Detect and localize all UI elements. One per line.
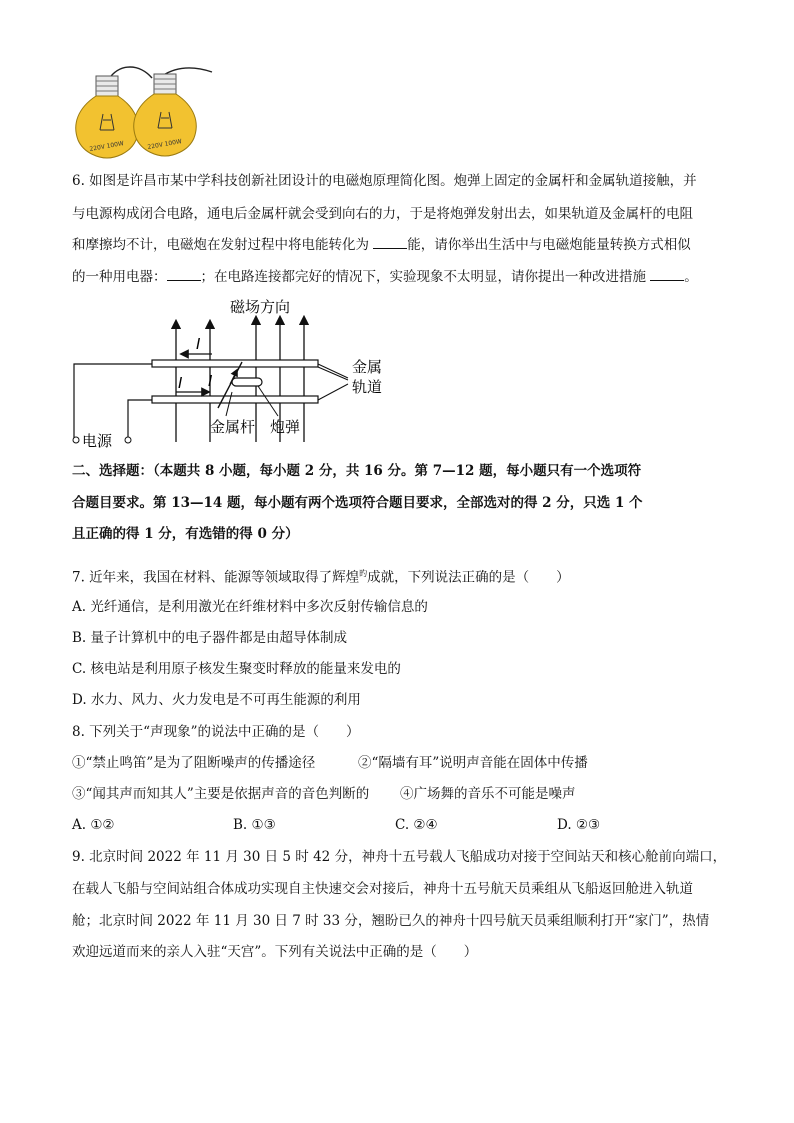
q6-line3-text-b: 能，请你举出生活中与电磁炮能量转换方式相似 bbox=[407, 237, 691, 253]
current-symbol-rod: I bbox=[208, 372, 213, 390]
q6-line4-text-b: ；在电路连接都完好的情况下，实验现象不太明显，请你提出一种改进措施 bbox=[200, 269, 651, 285]
bulb-left bbox=[76, 76, 139, 158]
q6-line4 bbox=[72, 267, 698, 287]
q7-option-d[interactable]: D. 水力、风力、火力发电是不可再生能源的利用 bbox=[72, 692, 361, 708]
section2-line2: 合题目要求。第 13—14 题，每小题有两个选项符合题目要求，全部选对的得 2 分，只选 1 个 bbox=[72, 495, 643, 511]
q6-blank-1[interactable] bbox=[373, 235, 407, 249]
rail-pointer bbox=[318, 364, 348, 400]
q7-option-b[interactable]: B. 量子计算机中的电子器件都是由超导体制成 bbox=[72, 630, 348, 646]
q7-option-a[interactable]: A. 光纤通信，是利用激光在纤维材料中多次反射传输信息的 bbox=[72, 599, 428, 615]
q6-blank-3[interactable] bbox=[650, 267, 684, 281]
railgun-diagram bbox=[66, 292, 406, 452]
q6-line4-text-c: 。 bbox=[684, 269, 698, 285]
q8-option-b[interactable]: B. ①③ bbox=[233, 817, 276, 833]
rail-label-1: 金属 bbox=[352, 358, 383, 376]
q8-stem: 8. 下列关于“声现象”的说法中正确的是（ ） bbox=[72, 724, 360, 740]
q9-line2: 在载人飞船与空间站组合体成功实现自主快速交会对接后，神舟十五号航天员乘组从飞船返回舱进入轨道 bbox=[72, 881, 693, 897]
q6-line1: 6. 如图是许昌市某中学科技创新社团设计的电磁炮原理简化图。炮弹上固定的金属杆和金属轨道接触，并 bbox=[72, 173, 697, 189]
field-direction-label: 磁场方向 bbox=[230, 298, 291, 316]
q9-line1: 9. 北京时间 2022 年 11 月 30 日 5 时 42 分，神舟十五号载人飞船成功对接于空间站天和核心舱前向端口， bbox=[72, 849, 727, 865]
q6-blank-2[interactable] bbox=[167, 267, 201, 281]
shell bbox=[232, 378, 262, 386]
q6-line3 bbox=[72, 235, 691, 255]
current-symbol-upper: I bbox=[196, 335, 201, 353]
q7-stem-a: 7. 近年来，我国在材料、能源等领域取得了辉煌 bbox=[72, 569, 360, 586]
q8-statement-4: ④广场舞的音乐不可能是噪声 bbox=[400, 786, 576, 802]
bulb-right-label: 220V 100W bbox=[146, 138, 183, 151]
circuit-wire-upper bbox=[74, 364, 152, 440]
power-label: 电源 bbox=[82, 432, 113, 450]
lower-rail bbox=[152, 396, 318, 403]
q9-line3: 舱；北京时间 2022 年 11 月 30 日 7 时 33 分，翘盼已久的神舟十四号航天员乘组顺利打开“家门”，热情 bbox=[72, 913, 710, 929]
shell-label: 炮弹 bbox=[270, 418, 301, 436]
q9-line4: 欢迎远道而来的亲人入驻“天宫”。下列有关说法中正确的是（ ） bbox=[72, 944, 478, 960]
q6-line2: 与电源构成闭合电路，通电后金属杆就会受到向右的力，于是将炮弹发射出去，如果轨道及金属杆的电阻 bbox=[72, 206, 693, 222]
q8-statement-1: ①“禁止鸣笛”是为了阻断噪声的传播途径 bbox=[72, 755, 316, 771]
circuit-wire-lower bbox=[128, 400, 152, 440]
bulb-right bbox=[134, 74, 197, 156]
q6-line4-text-a: 的一种用电器： bbox=[72, 269, 167, 285]
q8-statement-2: ②“隔墙有耳”说明声音能在固体中传播 bbox=[358, 755, 588, 771]
rail-label-2: 轨道 bbox=[352, 378, 383, 396]
q8-statement-3: ③“闻其声而知其人”主要是依据声音的音色判断的 bbox=[72, 786, 370, 802]
section2-line1: 二、选择题：（本题共 8 小题，每小题 2 分，共 16 分。第 7—12 题，每小题只有一个选项符 bbox=[72, 463, 642, 479]
q8-option-a[interactable]: A. ①② bbox=[72, 817, 115, 833]
q8-option-c[interactable]: C. ②④ bbox=[395, 817, 438, 833]
q8-option-d[interactable]: D. ②③ bbox=[557, 817, 601, 833]
rod-label: 金属杆 bbox=[210, 418, 256, 436]
power-terminal-right bbox=[125, 437, 131, 443]
upper-rail bbox=[152, 360, 318, 367]
light-bulbs-figure bbox=[70, 62, 220, 160]
q7-stem-b: 成就，下列说法正确的是（ ） bbox=[367, 569, 570, 586]
bulb-left-label: 220V 100W bbox=[88, 140, 125, 153]
section2-line3: 且正确的得 1 分，有选错的得 0 分） bbox=[72, 526, 299, 542]
q7-stem-mark: 旳 bbox=[359, 569, 368, 578]
q7-stem bbox=[72, 564, 570, 588]
q7-option-c[interactable]: C. 核电站是利用原子核发生聚变时释放的能量来发电的 bbox=[72, 661, 401, 677]
current-symbol-lower: I bbox=[178, 374, 183, 392]
q6-line3-text-a: 和摩擦均不计，电磁炮在发射过程中将电能转化为 bbox=[72, 237, 374, 253]
power-terminal-left bbox=[73, 437, 79, 443]
